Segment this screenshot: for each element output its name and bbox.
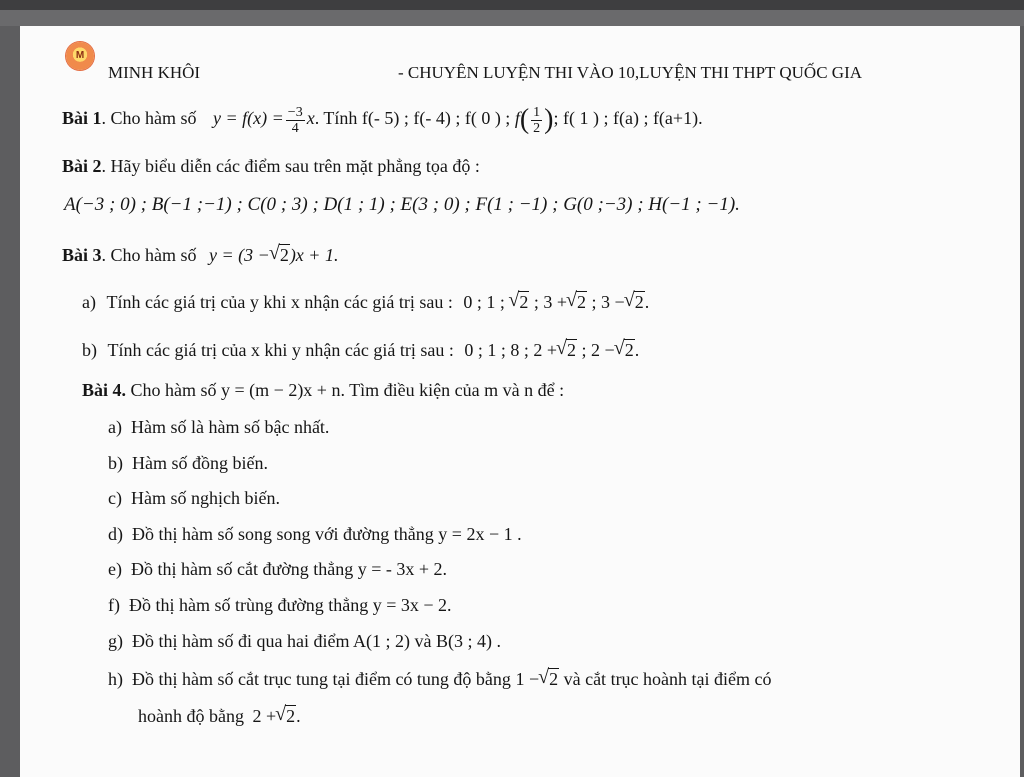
bai1-fraction (286, 105, 305, 136)
sqrt-2 (625, 292, 645, 313)
item-label: h) (108, 669, 123, 689)
item-label: a) (108, 417, 122, 437)
radicand: 2 (279, 245, 289, 265)
bai1-text: . Cho hàm số (101, 108, 197, 129)
half-den: 2 (533, 120, 541, 136)
radicand: 2 (567, 340, 577, 360)
sqrt-2 (567, 292, 587, 313)
sqrt-2 (615, 340, 635, 361)
bai1-half-fraction (531, 105, 542, 136)
bai4-item-b (108, 453, 268, 474)
item-label: f) (108, 595, 120, 615)
bai3-a-line (82, 292, 649, 313)
bai4-item-e (108, 559, 447, 580)
bai1-line: Bài 1. Cho hàm số y = f(x) = $\frac{-3}{4}$ x. Tính f(- 5) ; f(- 4) ; f( 0 ) ; f( $\frac{1}{2}$ ); f( 1 ) ; f(a) ; f(a+1). (62, 104, 703, 136)
radicand: 2 (634, 292, 644, 312)
half-num: 1 (533, 104, 541, 120)
bai4-item-a (108, 417, 329, 438)
item-text: Hàm số đồng biến. (132, 453, 268, 473)
page-shadow-bar (0, 10, 1024, 26)
item-text-cont: và cắt trục hoành tại điểm có (563, 669, 772, 689)
bai1-func-var: x (306, 108, 315, 129)
bai3-a-vals3: ; 3 − (591, 292, 625, 312)
bai3-b-line (82, 340, 639, 361)
bai3-func-end: )x + 1. (289, 245, 339, 265)
item-text: Đồ thị hàm số trùng đường thẳng y = 3x − 2. (129, 595, 452, 615)
item-text: hoành độ bằng (138, 706, 244, 726)
bai1-label: Bài 1 (62, 108, 102, 129)
item-text: Đồ thị hàm số song song với đường thẳng y = 2x − 1 . (132, 524, 522, 544)
bai4-item-d (108, 524, 522, 545)
bai3-b-vals1: 0 ; 1 ; 8 ; 2 + (464, 340, 558, 360)
bai1-task-end: ; f( 1 ) ; f(a) ; f(a+1). (553, 108, 703, 129)
bai4-label: Bài 4. (82, 380, 127, 400)
bai4-item-f (108, 595, 452, 616)
bai3-b-label: b) (82, 340, 97, 360)
bai1-task: . Tính f(- 5) ; f(- 4) ; f( 0 ) ; (314, 108, 511, 129)
item-label: d) (108, 524, 123, 544)
bai3-b-vals2: ; 2 − (581, 340, 615, 360)
item-label: e) (108, 559, 122, 579)
h-val2-pre: 2 + (252, 706, 277, 726)
bai3-a-label: a) (82, 292, 96, 312)
bai3-b-end: . (634, 340, 640, 360)
bai3-func-start: y = (3 − (209, 245, 270, 265)
item-label: g) (108, 631, 123, 651)
item-text: Đồ thị hàm số cắt trục tung tại điểm có tung độ bằng (132, 669, 511, 689)
item-text: Hàm số là hàm số bậc nhất. (130, 417, 330, 437)
radicand: 2 (286, 706, 296, 726)
bai2-label: Bài 2 (62, 156, 102, 176)
bai2-points: A(−3 ; 0) ; B(−1 ;−1) ; C(0 ; 3) ; D(1 ; 1) ; E(3 ; 0) ; F(1 ; −1) ; G(0 ;−3) ; H(−1 ; −1). (64, 194, 740, 215)
bai3-a-vals1: 0 ; 1 ; (463, 292, 505, 312)
radicand: 2 (549, 669, 559, 689)
bai3-b-text: Tính các giá trị của x khi y nhận các giá trị sau : (107, 340, 454, 360)
bai3-label: Bài 3 (62, 245, 102, 265)
h-end: . (296, 706, 301, 726)
radicand: 2 (624, 340, 634, 360)
item-text: Hàm số nghịch biến. (130, 488, 280, 508)
bai3-line (62, 245, 338, 266)
sqrt-2 (557, 340, 577, 361)
bai4-item-h-cont (138, 706, 301, 727)
bai2-line (62, 156, 480, 177)
item-text: Đồ thị hàm số đi qua hai điểm A(1 ; 2) và B(3 ; 4) . (132, 631, 501, 651)
item-label: c) (108, 488, 122, 508)
bai1-f-half: f (514, 108, 520, 129)
logo-icon (66, 42, 94, 70)
bai1-frac-num: −3 (287, 104, 303, 120)
h-val1-pre: 1 − (515, 669, 540, 689)
bai4-item-g (108, 631, 501, 652)
bai1-frac-den: 4 (291, 120, 299, 136)
bai3-a-end: . (644, 292, 650, 312)
sqrt-2 (276, 706, 296, 727)
header-subtitle: - CHUYÊN LUYỆN THI VÀO 10,LUYỆN THI THPT QUỐC GIA (398, 63, 863, 82)
sqrt-2 (270, 245, 290, 266)
bai4-text: Cho hàm số y = (m − 2)x + n. Tìm điều kiện của m và n để : (130, 380, 565, 400)
window-top-bar (0, 0, 1024, 10)
logo-text: M (75, 50, 85, 61)
bai4-item-h (108, 669, 772, 690)
sqrt-2 (539, 669, 559, 690)
radicand: 2 (577, 292, 587, 312)
document-page (20, 26, 1020, 777)
author-name: MINH KHÔI (108, 63, 201, 82)
bai3-a-text: Tính các giá trị của y khi x nhận các giá trị sau : (106, 292, 453, 312)
bai3-a-vals2: ; 3 + (533, 292, 568, 312)
bai1-func-lhs: y = f(x) = (213, 108, 284, 129)
bai3-text: . Cho hàm số (101, 245, 197, 265)
sqrt-2 (509, 292, 529, 313)
radicand: 2 (519, 292, 529, 312)
item-text: Đồ thị hàm số cắt đường thẳng y = - 3x + 2. (130, 559, 448, 579)
bai4-line (82, 380, 564, 401)
bai2-text: . Hãy biểu diễn các điểm sau trên mặt phẳng tọa độ : (101, 156, 480, 176)
item-label: b) (108, 453, 123, 473)
bai4-item-c (108, 488, 280, 509)
